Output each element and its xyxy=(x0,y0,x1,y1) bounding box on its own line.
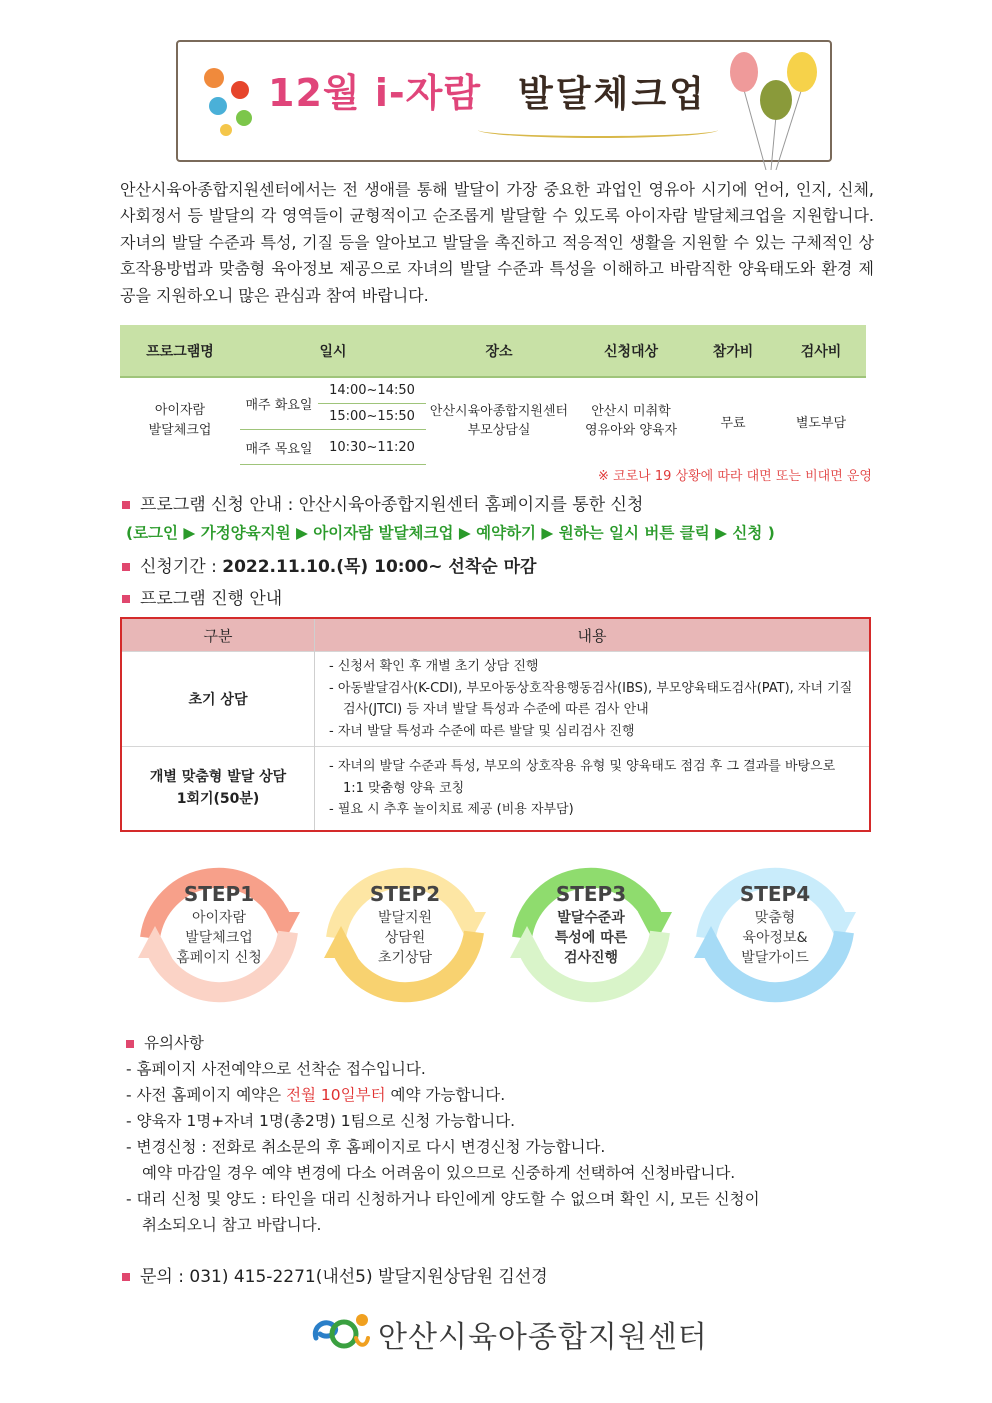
step-number: STEP2 xyxy=(369,882,441,906)
process-row-label: 개별 맞춤형 발달 상담 1회기(50분) xyxy=(121,747,315,831)
step-1 xyxy=(136,860,302,1010)
title-banner xyxy=(176,40,832,162)
process-row-content: - 자녀의 발달 수준과 특성, 부모의 상호작용 유형 및 양육태도 점검 후 그 결과를 바탕으로 1:1 맞춤형 양육 코칭 - 필요 시 추후 놀이치료 제공 (비용 자부담) xyxy=(315,747,871,831)
apply-path: (로그인 ▶ 가정양육지원 ▶ 아이자람 발달체크업 ▶ 예약하기 ▶ 원하는 일시 버튼 클릭 ▶ 신청 ) xyxy=(126,524,775,542)
bullet-icon xyxy=(122,595,130,603)
bullet-icon xyxy=(122,563,130,571)
process-table xyxy=(120,617,871,832)
col-test-fee: 검사비 xyxy=(776,325,866,377)
covid-note: ※ 코로나 19 상황에 따라 대면 또는 비대면 운영 xyxy=(598,469,872,484)
col-target: 신청대상 xyxy=(572,325,690,377)
target: 안산시 미취학 영유아와 양육자 xyxy=(584,404,678,439)
notes-title: 유의사항 xyxy=(126,1030,760,1056)
program-name: 아이자람 발달체크업 xyxy=(148,403,212,439)
footer-logo xyxy=(310,1306,708,1356)
day-tuesday: 매주 화요일 xyxy=(240,377,318,430)
banner-title-main: 12월 i-자람 xyxy=(268,71,482,115)
step-4 xyxy=(692,860,858,1010)
step-label xyxy=(322,882,488,968)
note-item-advance: - 사전 홈페이지 예약은 전월 10일부터 예약 가능합니다. xyxy=(126,1086,506,1104)
process-row-content: - 신청서 확인 후 개별 초기 상담 진행 - 아동발달검사(K-CDI), 부모아동상호작용행동검사(IBS), 부모양육태도검사(PAT), 자녀 기질 검사(JTCI) 등 자녀 발달 특성과 수준에 따른 검사 안내 - 자녀 발달 특성과 수준에 따른 발달 및 심리검사 진행 xyxy=(315,652,871,747)
step-number: STEP4 xyxy=(739,882,811,906)
schedule-table xyxy=(120,325,866,465)
col-datetime: 일시 xyxy=(240,325,426,377)
paint-handprints-icon xyxy=(196,60,266,140)
step-label xyxy=(136,882,302,968)
banner-title-sub: 발달체크업 xyxy=(518,73,707,115)
test-fee: 별도부담 xyxy=(795,415,847,431)
progress-title: 프로그램 진행 안내 xyxy=(122,584,282,609)
step-description: 발달지원 상담원 초기상담 xyxy=(377,910,433,966)
note-item: - 대리 신청 및 양도 : 타인을 대리 신청하거나 타인에게 양도할 수 없으며 확인 시, 모든 신청이 xyxy=(126,1190,760,1208)
footer-org-name: 안산시육아종합지원센터 xyxy=(378,1320,708,1355)
process-col-content: 내용 xyxy=(315,618,871,652)
apply-guide: 프로그램 신청 안내 : 안산시육아종합지원센터 홈페이지를 통한 신청 xyxy=(122,490,643,515)
bullet-icon xyxy=(126,1040,134,1048)
col-program: 프로그램명 xyxy=(120,325,240,377)
time-slot-3: 10:30~11:20 xyxy=(318,430,426,465)
col-fee: 참가비 xyxy=(690,325,776,377)
bullet-icon xyxy=(122,501,130,509)
col-place: 장소 xyxy=(426,325,572,377)
decorative-swirl xyxy=(478,122,718,138)
bullet-icon xyxy=(122,1273,130,1281)
process-row-label: 초기 상담 xyxy=(121,652,315,747)
note-item: 취소되오니 참고 바랍니다. xyxy=(142,1216,322,1234)
step-2 xyxy=(322,860,488,1010)
step-label xyxy=(692,882,858,968)
note-item: 예약 마감일 경우 예약 변경에 다소 어려움이 있으므로 신중하게 선택하여 신청바랍니다. xyxy=(142,1164,736,1182)
step-number: STEP1 xyxy=(183,882,255,906)
place: 안산시육아종합지원센터 부모상담실 xyxy=(429,404,569,439)
process-col-category: 구분 xyxy=(121,618,315,652)
apply-period: 신청기간 : 2022.11.10.(목) 10:00~ 선착순 마감 xyxy=(122,552,536,577)
balloons-icon xyxy=(726,48,826,170)
day-thursday: 매주 목요일 xyxy=(240,430,318,465)
center-logo-icon xyxy=(310,1308,372,1354)
intro-paragraph: 안산시육아종합지원센터에서는 전 생애를 통해 발달이 가장 중요한 과업인 영유아 시기에 언어, 인지, 신체, 사회정서 등 발달의 각 영역들이 균형적이고 순조롭게 발달할 수 있도록 아이자람 발달체크업을 지원합니다. 자녀의 발달 수준과 특성, 기질 등을 알아보고 발달을 촉진하고 적응적인 생활을 지원할 수 있는 구체적인 상호작용방법과 맞춤형 육아정보 제공으로 자녀의 발달 수준과 특성을 이해하고 바람직한 양육태도와 환경 제공을 지원하오니 많은 관심과 참여 바랍니다. xyxy=(120,180,874,305)
step-number: STEP3 xyxy=(555,882,627,906)
note-item: - 홈페이지 사전예약으로 선착순 접수입니다. xyxy=(126,1060,426,1078)
step-description: 맞춤형 육아정보& 발달가이드 xyxy=(741,910,809,966)
note-item: - 변경신청 : 전화로 취소문의 후 홈페이지로 다시 변경신청 가능합니다. xyxy=(126,1138,606,1156)
step-description: 아이자람 발달체크업 홈페이지 신청 xyxy=(176,910,262,966)
step-label xyxy=(508,882,674,968)
fee: 무료 xyxy=(720,415,746,431)
note-item: - 양육자 1명+자녀 1명(총2명) 1팀으로 신청 가능합니다. xyxy=(126,1112,516,1130)
contact-line: 문의 : 031) 415-2271(내선5) 발달지원상담원 김선경 xyxy=(122,1262,548,1287)
step-description: 발달수준과 특성에 따른 검사진행 xyxy=(554,910,628,966)
step-3 xyxy=(508,860,674,1010)
notes-section xyxy=(126,1030,760,1238)
time-slot-1: 14:00~14:50 xyxy=(318,377,426,404)
time-slot-2: 15:00~15:50 xyxy=(318,404,426,430)
